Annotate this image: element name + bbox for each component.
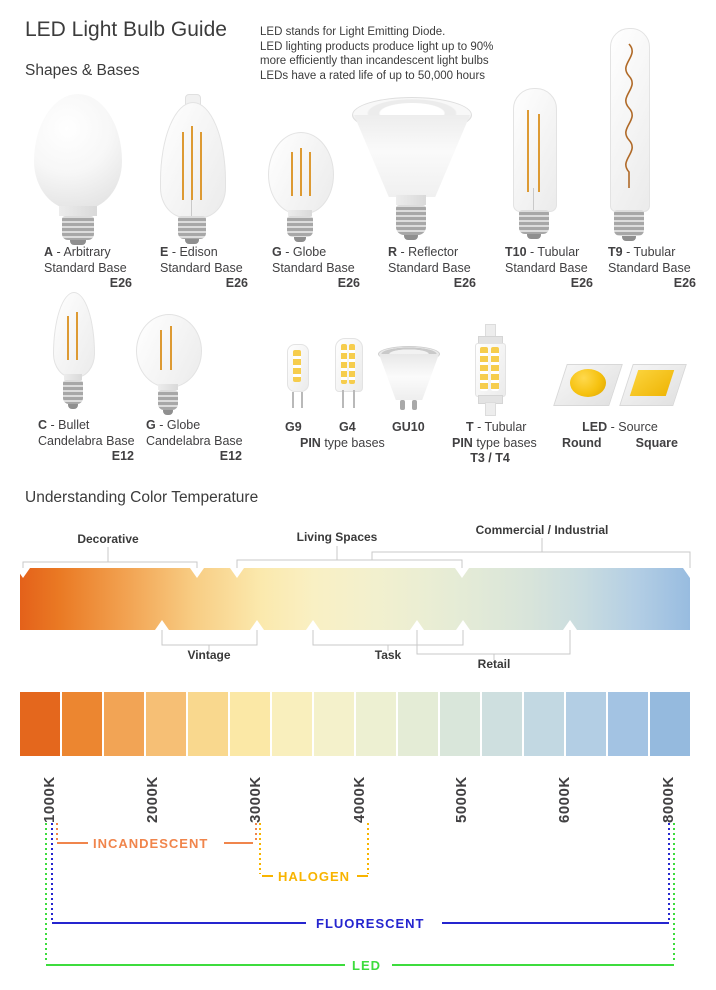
bulb-code: C <box>38 418 48 432</box>
bulb-name: - Tubular <box>622 245 676 259</box>
kelvin-label-2000: 2000K <box>144 776 161 823</box>
bulb-base: Standard Base <box>388 260 471 275</box>
bulb-name: - Bullet <box>47 418 90 432</box>
tech-fluorescent-label: FLUORESCENT <box>316 916 425 931</box>
bulb-base: Standard Base <box>272 260 355 275</box>
bulb-code: G <box>272 245 282 259</box>
bulb-base: Candelabra Base <box>38 433 135 448</box>
bulb-name: - Arbitrary <box>53 245 111 259</box>
zone-decorative: Decorative <box>77 532 139 546</box>
bulb-name: - Reflector <box>397 245 459 259</box>
desc-line-2: LED lighting products produce light up to 90% <box>260 40 494 53</box>
kelvin-label-1000: 1000K <box>41 776 58 823</box>
led-round-label: Round <box>562 435 602 450</box>
bulb-base: Standard Base <box>160 260 243 275</box>
pin-rest: type bases <box>320 436 385 450</box>
bulb-code: T10 <box>505 245 527 259</box>
tech-incandescent-label: INCANDESCENT <box>93 836 209 851</box>
bulb-name: - Tubular <box>473 420 527 434</box>
bulb-socket: E12 <box>219 449 242 463</box>
section-color-temp-title: Understanding Color Temperature <box>25 489 259 506</box>
bulb-base: Standard Base <box>608 260 691 275</box>
bulb-socket: E26 <box>453 276 476 290</box>
kelvin-label-3000: 3000K <box>247 776 264 823</box>
bulb-code: T9 <box>608 245 623 259</box>
bulb-socket: E12 <box>111 449 134 463</box>
section-shapes-title: Shapes & Bases <box>25 62 140 79</box>
pin-bold: PIN <box>452 435 473 450</box>
bulb-socket: E26 <box>570 276 593 290</box>
bulb-code: E <box>160 245 169 259</box>
desc-line-1: LED stands for Light Emitting Diode. <box>260 26 446 38</box>
bulb-name: - Edison <box>168 245 218 259</box>
kelvin-label-8000: 8000K <box>660 776 677 823</box>
bulb-code: GU10 <box>392 420 425 434</box>
pin-bold: PIN <box>300 436 321 450</box>
zone-retail: Retail <box>477 657 511 671</box>
bulb-base: Standard Base <box>44 260 127 275</box>
led-bold: LED <box>582 420 608 434</box>
bulb-code: G <box>146 418 156 432</box>
desc-line-3: more efficiently than incandescent light bulbs <box>260 55 489 67</box>
bulb-code: T <box>466 420 474 434</box>
bulb-code: A <box>44 245 54 259</box>
zone-task: Task <box>374 648 402 662</box>
kelvin-label-6000: 6000K <box>556 776 573 823</box>
led-rest: - Source <box>607 420 658 434</box>
zone-vintage: Vintage <box>187 648 231 662</box>
kelvin-label-4000: 4000K <box>351 776 368 823</box>
bulb-socket: E26 <box>225 276 248 290</box>
bulb-socket: E26 <box>109 276 132 290</box>
bulb-code: G9 <box>285 420 302 434</box>
kelvin-label-5000: 5000K <box>453 776 470 823</box>
bulb-code: R <box>388 245 398 259</box>
bulb-socket: E26 <box>337 276 360 290</box>
bulb-base: Candelabra Base <box>146 433 243 448</box>
led-square-label: Square <box>635 435 678 450</box>
pin-rest: type bases <box>472 435 537 450</box>
bulb-code: G4 <box>339 420 356 434</box>
bulb-socket: E26 <box>673 276 696 290</box>
tech-led-label: LED <box>352 958 381 973</box>
bulb-name: - Tubular <box>526 245 580 259</box>
zone-commercial-industrial: Commercial / Industrial <box>475 523 609 537</box>
bulb-base: Standard Base <box>505 260 588 275</box>
page-title: LED Light Bulb Guide <box>25 18 227 41</box>
zone-living-spaces: Living Spaces <box>296 530 378 544</box>
desc-line-4: LEDs have a rated life of up to 50,000 hours <box>260 69 486 82</box>
bulb-name: - Globe <box>281 245 327 259</box>
bulb-name: - Globe <box>155 418 201 432</box>
t-sizes: T3 / T4 <box>470 451 510 465</box>
tech-halogen-label: HALOGEN <box>278 869 350 884</box>
